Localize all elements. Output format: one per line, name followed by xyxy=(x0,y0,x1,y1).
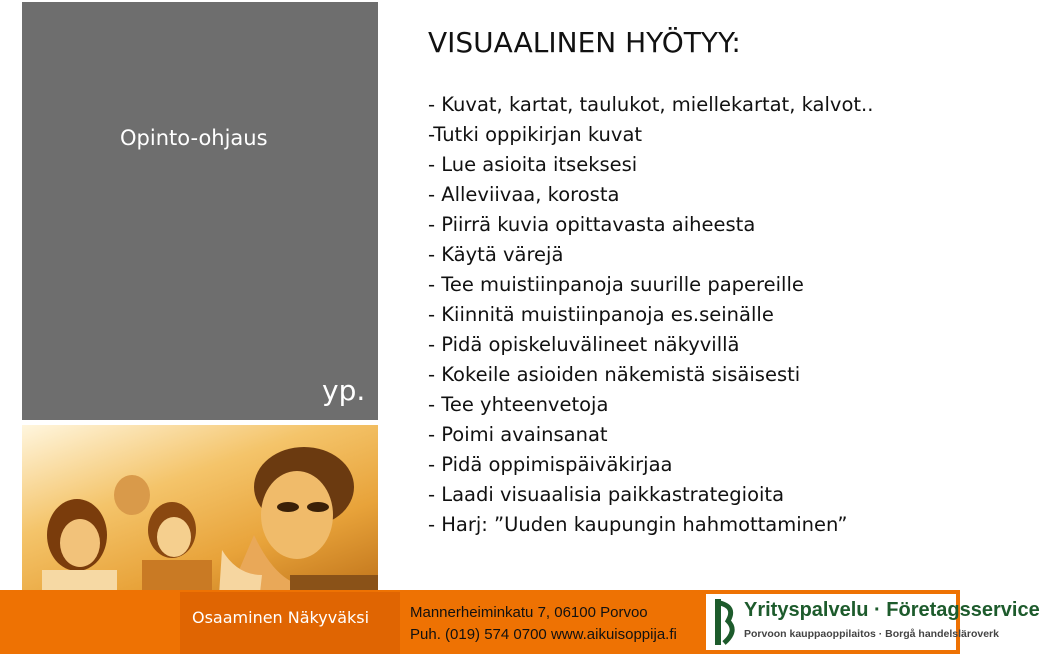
footer-contact: Puh. (019) 574 0700 www.aikuisoppija.fi xyxy=(410,626,677,643)
list-item: - Tee yhteenvetoja xyxy=(428,393,609,416)
page-title: VISUAALINEN HYÖTYY: xyxy=(428,26,741,59)
list-item: - Harj: ”Uuden kaupungin hahmottaminen” xyxy=(428,513,848,536)
list-item: - Tee muistiinpanoja suurille papereille xyxy=(428,273,804,296)
list-item: - Poimi avainsanat xyxy=(428,423,608,446)
list-item: - Kokeile asioiden näkemistä sisäisesti xyxy=(428,363,801,386)
title-panel xyxy=(22,2,378,420)
footer-address: Mannerheiminkatu 7, 06100 Porvoo xyxy=(410,604,648,621)
people-photo-illustration xyxy=(22,425,378,610)
list-item: - Kiinnitä muistiinpanoja es.seinälle xyxy=(428,303,774,326)
list-item: - Kuvat, kartat, taulukot, miellekartat, kalvot.. xyxy=(428,93,874,116)
list-item: - Lue asioita itseksesi xyxy=(428,153,638,176)
footer-tagline: Osaaminen Näkyväksi xyxy=(192,608,370,627)
logo-name: Yrityspalvelu · Företagsservice xyxy=(744,599,1040,621)
list-item: - Alleviivaa, korosta xyxy=(428,183,620,206)
people-photo xyxy=(22,425,378,610)
list-item: -Tutki oppikirjan kuvat xyxy=(428,123,643,146)
panel-title: Opinto-ohjaus xyxy=(120,126,268,150)
list-item: - Käytä värejä xyxy=(428,243,564,266)
panel-label: yp. xyxy=(322,374,366,407)
logo-subtitle: Porvoon kauppaoppilaitos · Borgå handelsläroverk xyxy=(744,628,999,640)
list-item: - Pidä oppimispäiväkirjaa xyxy=(428,453,673,476)
logo-mark-icon xyxy=(710,597,740,647)
list-item: - Laadi visuaalisia paikkastrategioita xyxy=(428,483,785,506)
bullet-list xyxy=(428,92,873,542)
list-item: - Pidä opiskeluvälineet näkyvillä xyxy=(428,333,740,356)
list-item: - Piirrä kuvia opittavasta aiheesta xyxy=(428,213,756,236)
